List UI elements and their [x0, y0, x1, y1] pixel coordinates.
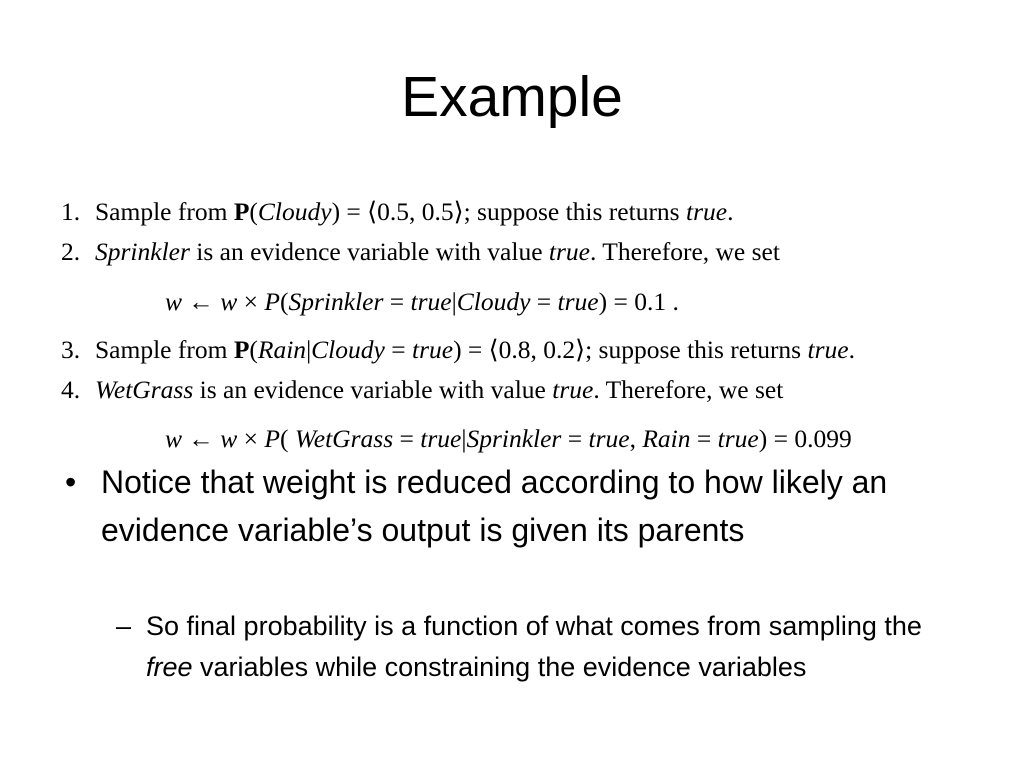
- eq-text: ×: [237, 424, 265, 453]
- step-text: . Therefore, we set: [589, 237, 780, 266]
- value-text: true: [686, 197, 728, 226]
- step-number: 1.: [61, 197, 81, 226]
- eq-text: (: [280, 287, 289, 316]
- step-4: [61, 374, 783, 406]
- eq-text: =: [561, 424, 589, 453]
- eq-text: =: [690, 424, 718, 453]
- variable-name: Sprinkler: [466, 424, 562, 453]
- eq-text: (: [280, 424, 295, 453]
- value-text: true: [557, 287, 599, 316]
- weight-symbol: w: [220, 424, 238, 453]
- eq-text: =: [393, 424, 421, 453]
- sub-bullet-text: [146, 606, 946, 688]
- value-text: true: [717, 424, 759, 453]
- eq-text: ) = 0.1 .: [598, 287, 679, 316]
- step-number: 2.: [61, 237, 81, 266]
- step-text: is an evidence variable with value: [193, 375, 553, 404]
- variable-name: Sprinkler: [95, 237, 190, 266]
- variable-name: Cloudy: [456, 287, 531, 316]
- bullet-text: Notice that weight is reduced according to how likely an evidence variable’s output is given its parents: [101, 464, 888, 548]
- step-text: (: [249, 335, 258, 364]
- step-1: [61, 196, 733, 228]
- step-text: Sample from: [95, 335, 234, 364]
- variable-name: Rain: [642, 424, 691, 453]
- eq-text: ×: [237, 287, 265, 316]
- weight-symbol: w: [165, 424, 183, 453]
- step-text: |: [306, 335, 312, 364]
- eq-text: =: [530, 287, 558, 316]
- probability-symbol: P: [233, 335, 250, 364]
- bullet-marker: •: [65, 464, 77, 500]
- eq-text: ,: [629, 424, 643, 453]
- step-text: Sample from: [95, 197, 234, 226]
- sub-bullet-marker: –: [116, 611, 132, 641]
- weight-equation-1: [165, 286, 679, 318]
- variable-name: Rain: [257, 335, 307, 364]
- emphasis-text: free: [146, 652, 193, 682]
- step-text: (: [249, 197, 258, 226]
- eq-text: |: [451, 287, 457, 316]
- step-number: 3.: [61, 335, 81, 364]
- eq-text: ←: [182, 287, 221, 316]
- probability-symbol: P: [264, 424, 280, 453]
- value-text: true: [807, 335, 849, 364]
- weight-symbol: w: [165, 287, 183, 316]
- value-text: true: [548, 237, 590, 266]
- step-text: ) = ⟨0.5, 0.5⟩; suppose this returns: [331, 197, 686, 226]
- value-text: true: [411, 335, 454, 364]
- variable-name: WetGrass: [95, 375, 194, 404]
- step-2: [61, 236, 780, 268]
- variable-name: Sprinkler: [288, 287, 384, 316]
- sub-bullet-text-start: So final probability is a function of what comes from sampling the: [146, 611, 922, 641]
- step-3: [61, 334, 855, 366]
- value-text: true: [552, 375, 594, 404]
- eq-text: |: [461, 424, 467, 453]
- step-text: =: [384, 335, 412, 364]
- variable-name: Cloudy: [257, 197, 332, 226]
- value-text: true: [420, 424, 462, 453]
- variable-name: Cloudy: [311, 335, 385, 364]
- step-text: is an evidence variable with value: [189, 237, 549, 266]
- variable-name: WetGrass: [294, 424, 394, 453]
- probability-symbol: P: [264, 287, 280, 316]
- step-text: .: [727, 197, 734, 226]
- eq-text: =: [383, 287, 411, 316]
- weight-equation-2: [165, 423, 852, 455]
- probability-symbol: P: [233, 197, 250, 226]
- weight-symbol: w: [220, 287, 238, 316]
- step-text: . Therefore, we set: [593, 375, 784, 404]
- value-text: true: [410, 287, 452, 316]
- eq-text: ) = 0.099: [758, 424, 852, 453]
- eq-text: ←: [182, 424, 221, 453]
- sub-bullet-text-end: variables while constraining the evidence variables: [192, 652, 807, 682]
- step-text: ) = ⟨0.8, 0.2⟩; suppose this returns: [453, 335, 808, 364]
- step-text: .: [848, 335, 855, 364]
- slide-title: Example: [401, 65, 623, 129]
- step-number: 4.: [61, 375, 81, 404]
- value-text: true: [588, 424, 630, 453]
